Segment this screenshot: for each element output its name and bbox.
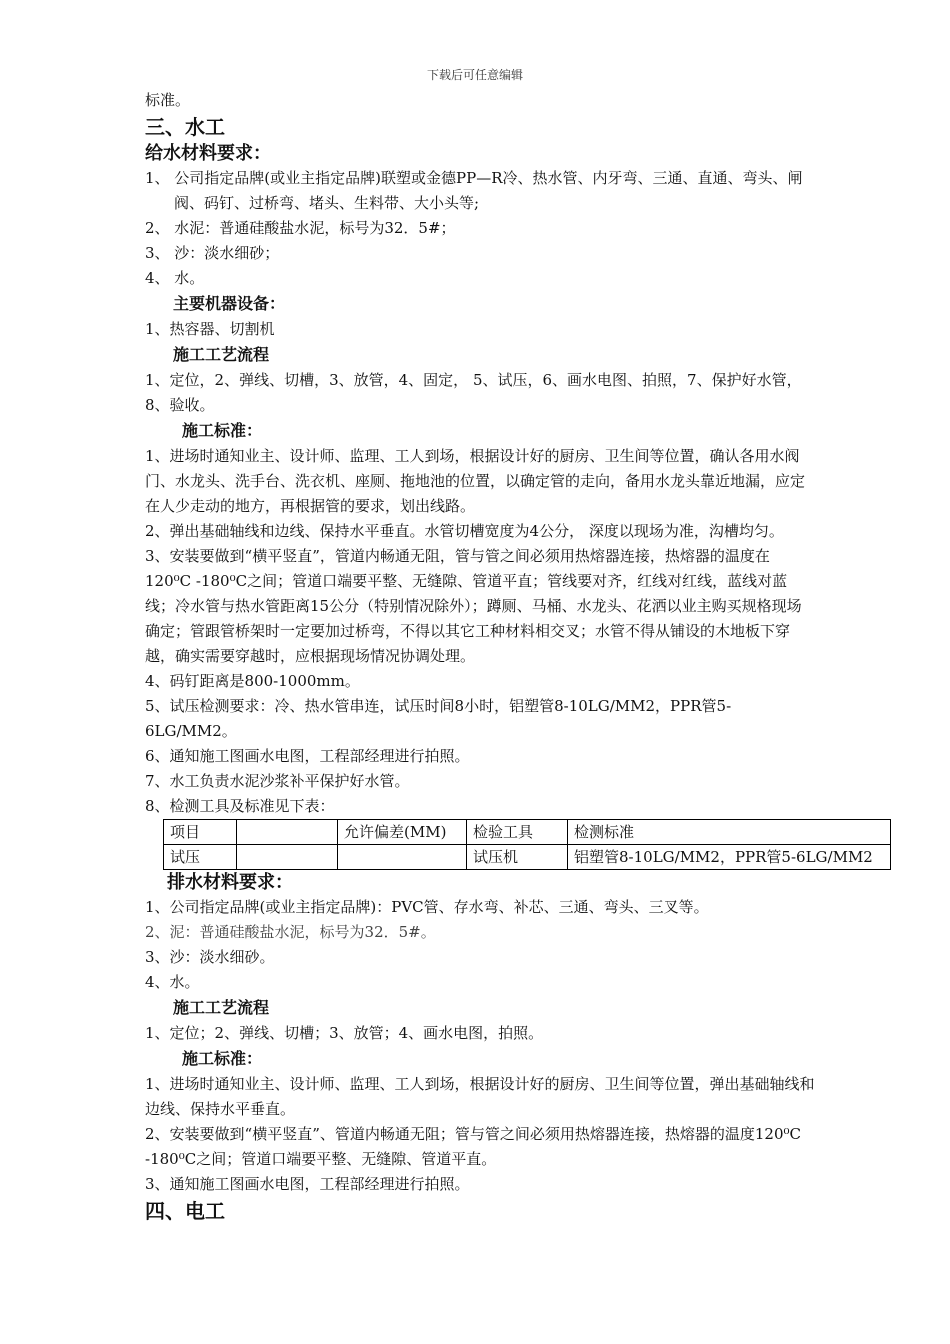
table-header-cell: 检测标准 bbox=[568, 820, 891, 845]
table-cell bbox=[338, 845, 467, 870]
table-header-row bbox=[164, 820, 891, 845]
table-row bbox=[164, 845, 891, 870]
lead-text: 标准。 bbox=[145, 91, 191, 109]
supply-item-3: 3、 沙：淡水细砂； bbox=[145, 244, 280, 262]
supply-item-2: 2、 水泥：普通硅酸盐水泥，标号为32．5#； bbox=[145, 219, 456, 237]
table-cell: 铝塑管8-10LG/MM2，PPR管5-6LG/MM2 bbox=[568, 845, 891, 870]
supply-standard-5: 5、试压检测要求：冷、热水管串连，试压时间8小时，铝塑管8-10LG/MM2，PPR管5-6LG/MM2。 bbox=[145, 697, 732, 740]
supply-item-4: 4、 水。 bbox=[145, 269, 205, 287]
page-header: 下载后可任意编辑 bbox=[426, 68, 523, 82]
supply-materials-title: 给水材料要求： bbox=[145, 143, 271, 164]
drain-item-2: 2、泥：普通硅酸盐水泥，标号为32．5#。 bbox=[145, 923, 436, 941]
supply-standard-6: 6、通知施工图画水电图，工程部经理进行拍照。 bbox=[145, 747, 470, 765]
drain-process-text: 1、定位；2、弹线、切槽；3、放管；4、画水电图，拍照。 bbox=[145, 1024, 544, 1042]
drain-item-4: 4、水。 bbox=[145, 973, 200, 991]
drain-standard-title: 施工标准： bbox=[182, 1049, 263, 1068]
table-cell bbox=[237, 845, 338, 870]
drain-item-1: 1、公司指定品牌(或业主指定品牌)：PVC管、存水弯、补芯、三通、弯头、三叉等。 bbox=[145, 898, 709, 916]
machines-title: 主要机器设备： bbox=[173, 294, 286, 313]
supply-process-title: 施工工艺流程 bbox=[173, 345, 270, 364]
drain-process-title: 施工工艺流程 bbox=[173, 998, 270, 1017]
supply-standard-1: 1、进场时通知业主、设计师、监理、工人到场，根据设计好的厨房、卫生间等位置，确认各用水阀门、水龙头、洗手台、洗衣机、座厕、拖地池的位置，以确定管的走向，备用水龙头靠近地漏，应定在人少走动的地方，再根据管的要求，划出线路。 bbox=[145, 447, 806, 515]
machines-text: 1、热容器、切割机 bbox=[145, 320, 275, 338]
section-4-title: 四、电工 bbox=[145, 1199, 225, 1223]
table-header-cell: 允许偏差(MM) bbox=[338, 820, 467, 845]
supply-standard-title: 施工标准： bbox=[182, 421, 263, 440]
supply-process-text: 1、定位，2、弹线、切槽，3、放管，4、固定， 5、试压，6、画水电图、拍照，7、保护好水管，8、验收。 bbox=[145, 371, 802, 414]
supply-standard-2: 2、弹出基础轴线和边线、保持水平垂直。水管切槽宽度为4公分， 深度以现场为准，沟槽均匀。 bbox=[145, 522, 784, 540]
drain-standard-1: 1、进场时通知业主、设计师、监理、工人到场，根据设计好的厨房、卫生间等位置，弹出基础轴线和边线、保持水平垂直。 bbox=[145, 1075, 815, 1118]
supply-standard-8: 8、检测工具及标准见下表： bbox=[145, 797, 335, 815]
table-header-cell bbox=[237, 820, 338, 845]
document-body bbox=[145, 88, 873, 1225]
inspection-table bbox=[163, 819, 891, 870]
drain-standard-3: 3、通知施工图画水电图，工程部经理进行拍照。 bbox=[145, 1175, 470, 1193]
supply-standard-7: 7、水工负责水泥沙浆补平保护好水管。 bbox=[145, 772, 410, 790]
table-cell: 试压机 bbox=[467, 845, 568, 870]
table-header-cell: 项目 bbox=[164, 820, 237, 845]
drain-standard-2: 2、安装要做到“横平竖直”、管道内畅通无阻；管与管之间必须用热熔器连接，热熔器的温度120⁰C -180⁰C之间；管道口端要平整、无缝隙、管道平直。 bbox=[145, 1125, 802, 1168]
table-cell: 试压 bbox=[164, 845, 237, 870]
drain-materials-title: 排水材料要求： bbox=[167, 872, 293, 893]
section-3-title: 三、水工 bbox=[145, 115, 225, 139]
table-header-cell: 检验工具 bbox=[467, 820, 568, 845]
supply-standard-4: 4、码钉距离是800-1000mm。 bbox=[145, 672, 360, 690]
supply-standard-3: 3、安装要做到“横平竖直”，管道内畅通无阻，管与管之间必须用热熔器连接，热熔器的温度在120⁰C -180⁰C之间；管道口端要平整、无缝隙、管道平直；管线要对齐，红线对红线，蓝线对蓝线；冷水管与热水管距离15公分（特别情况除外）；蹲厕、马桶、水龙头、花洒以业主购买规格现场确定；管跟管桥架时一定要加过桥弯，不得以其它工种材料相交叉；水管不得从铺设的木地板下穿越，确实需要穿越时，应根据现场情况协调处理。 bbox=[145, 547, 802, 665]
supply-item-1: 1、 公司指定品牌(或业主指定品牌)联塑或金德PP—R冷、热水管、内牙弯、三通、直通、弯头、闸阀、码钉、过桥弯、堵头、生料带、大小头等; bbox=[145, 169, 803, 212]
drain-item-3: 3、沙：淡水细砂。 bbox=[145, 948, 275, 966]
